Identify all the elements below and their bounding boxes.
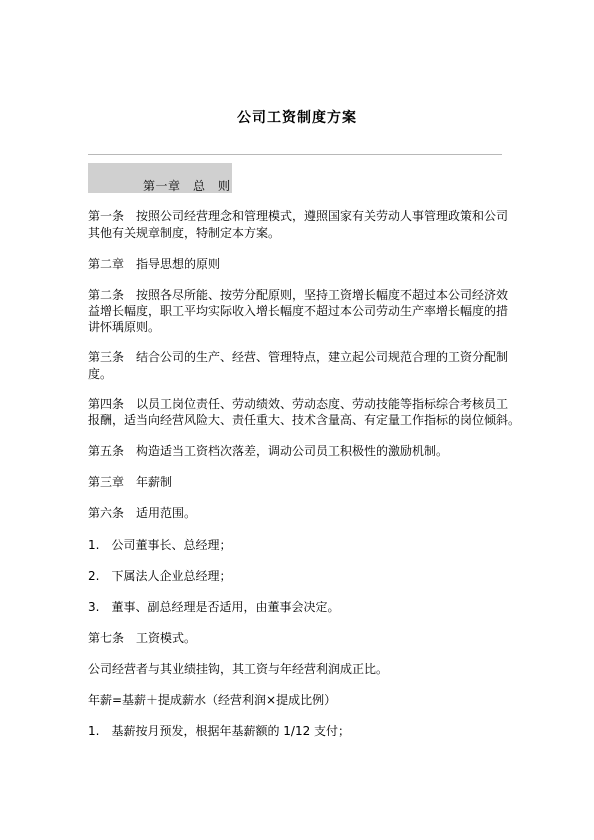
article-3-line-2: 度。 [88, 367, 113, 381]
list-item-2: 2. 下属法人企业总经理； [88, 569, 232, 583]
article-4-line-1: 第四条 以员工岗位责任、劳动绩效、劳动态度、劳动技能等指标综合考核员工 [88, 397, 509, 411]
article-6: 第六条 适用范围。 [88, 506, 197, 520]
article-1-line-1: 第一条 按照公司经营理念和管理模式，遵照国家有关劳动人事管理政策和公司 [88, 209, 509, 223]
article-3-line-1: 第三条 结合公司的生产、经营、管理特点，建立起公司规范合理的工资分配制 [88, 350, 509, 364]
title-divider [88, 154, 502, 155]
list-item-3: 3. 董事、副总经理是否适用，由董事会决定。 [88, 600, 340, 614]
chapter-heading: 第一章 总 则 [143, 179, 231, 193]
article-2-line-2: 益增长幅度，职工平均实际收入增长幅度不超过本公司劳动生产率增长幅度的措 [88, 304, 509, 318]
chapter-heading-box [88, 163, 232, 193]
article-7: 第七条 工资模式。 [88, 631, 197, 645]
chapter-3-heading: 第三章 年薪制 [88, 475, 173, 489]
article-2-line-3: 讲怀瑀原则。 [88, 320, 161, 334]
document-title: 公司工资制度方案 [237, 110, 357, 126]
article-1-line-2: 其他有关规章制度，特制定本方案。 [88, 226, 281, 240]
article-5: 第五条 构造适当工资档次落差，调动公司员工积极性的激励机制。 [88, 444, 449, 458]
list-item-base-salary: 1. 基薪按月预发，根据年基薪额的 1/12 支付； [88, 724, 351, 738]
article-2-line-1: 第二条 按照各尽所能、按劳分配原则，坚持工资增长幅度不超过本公司经济效 [88, 288, 509, 302]
list-item-1: 1. 公司董事长、总经理； [88, 538, 232, 552]
article-4-line-2: 报酬，适当向经营风险大、责任重大、技术含量高、有定量工作指标的岗位倾斜。 [88, 413, 521, 427]
chapter-2-heading: 第二章 指导思想的原则 [88, 257, 221, 271]
salary-link-text: 公司经营者与其业绩挂钩，其工资与年经营利润成正比。 [88, 662, 389, 676]
salary-formula: 年薪=基薪＋提成薪水（经营利润×提成比例） [88, 693, 337, 707]
